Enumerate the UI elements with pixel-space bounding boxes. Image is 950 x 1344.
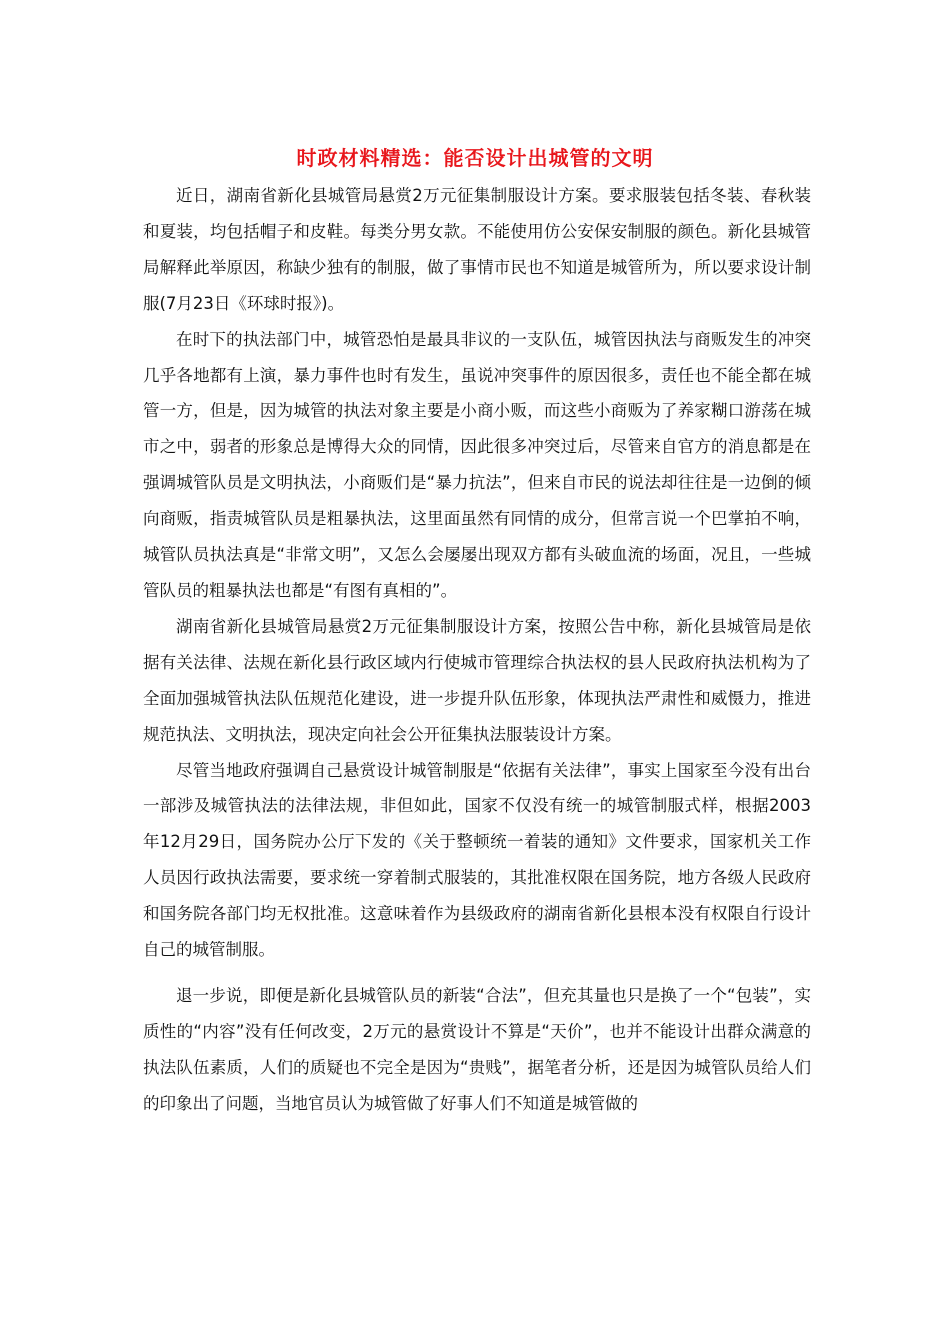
document-title: 时政材料精选：能否设计出城管的文明	[296, 146, 654, 170]
document-body	[143, 178, 811, 1122]
paragraph-3: 湖南省新化县城管局悬赏2万元征集制服设计方案，按照公告中称，新化县城管局是依据有关法律、法规在新化县行政区域内行使城市管理综合执法权的县人民政府执法机构为了全面加强城管执法队伍规范化建设，进一步提升队伍形象，体现执法严肃性和威慑力，推进规范执法、文明执法，现决定向社会公开征集执法服装设计方案。	[143, 616, 811, 744]
paragraph-5: 退一步说，即便是新化县城管队员的新装“合法”，但充其量也只是换了一个“包装”，实质性的“内容”没有任何改变，2万元的悬赏设计不算是“天价”，也并不能设计出群众满意的执法队伍素质，人们的质疑也不完全是因为“贵贱”，据笔者分析，还是因为城管队员给人们的印象出了问题，当地官员认为城管做了好事人们不知道是城管做的	[143, 985, 811, 1113]
paragraph-4: 尽管当地政府强调自己悬赏设计城管制服是“依据有关法律”，事实上国家至今没有出台一部涉及城管执法的法律法规，非但如此，国家不仅没有统一的城管制服式样，根据2003年12月29日，国务院办公厅下发的《关于整顿统一着装的通知》文件要求，国家机关工作人员因行政执法需要，要求统一穿着制式服装的，其批准权限在国务院，地方各级人民政府和国务院各部门均无权批准。这意味着作为县级政府的湖南省新化县根本没有权限自行设计自己的城管制服。	[143, 760, 811, 960]
paragraph-2: 在时下的执法部门中，城管恐怕是最具非议的一支队伍，城管因执法与商贩发生的冲突几乎各地都有上演，暴力事件也时有发生，虽说冲突事件的原因很多，责任也不能全都在城管一方，但是，因为城管的执法对象主要是小商小贩，而这些小商贩为了养家糊口游荡在城市之中，弱者的形象总是博得大众的同情，因此很多冲突过后，尽管来自官方的消息都是在强调城管队员是文明执法，小商贩们是“暴力抗法”，但来自市民的说法却往往是一边倒的倾向商贩，指责城管队员是粗暴执法，这里面虽然有同情的成分，但常言说一个巴掌拍不响，城管队员执法真是“非常文明”，又怎么会屡屡出现双方都有头破血流的场面，况且，一些城管队员的粗暴执法也都是“有图有真相的”。	[143, 329, 811, 600]
paragraph-1: 近日，湖南省新化县城管局悬赏2万元征集制服设计方案。要求服装包括冬装、春秋装和夏装，均包括帽子和皮鞋。每类分男女款。不能使用仿公安保安制服的颜色。新化县城管局解释此举原因，称缺少独有的制服，做了事情市民也不知道是城管所为，所以要求设计制服(7月23日《环球时报》)。	[143, 186, 811, 313]
